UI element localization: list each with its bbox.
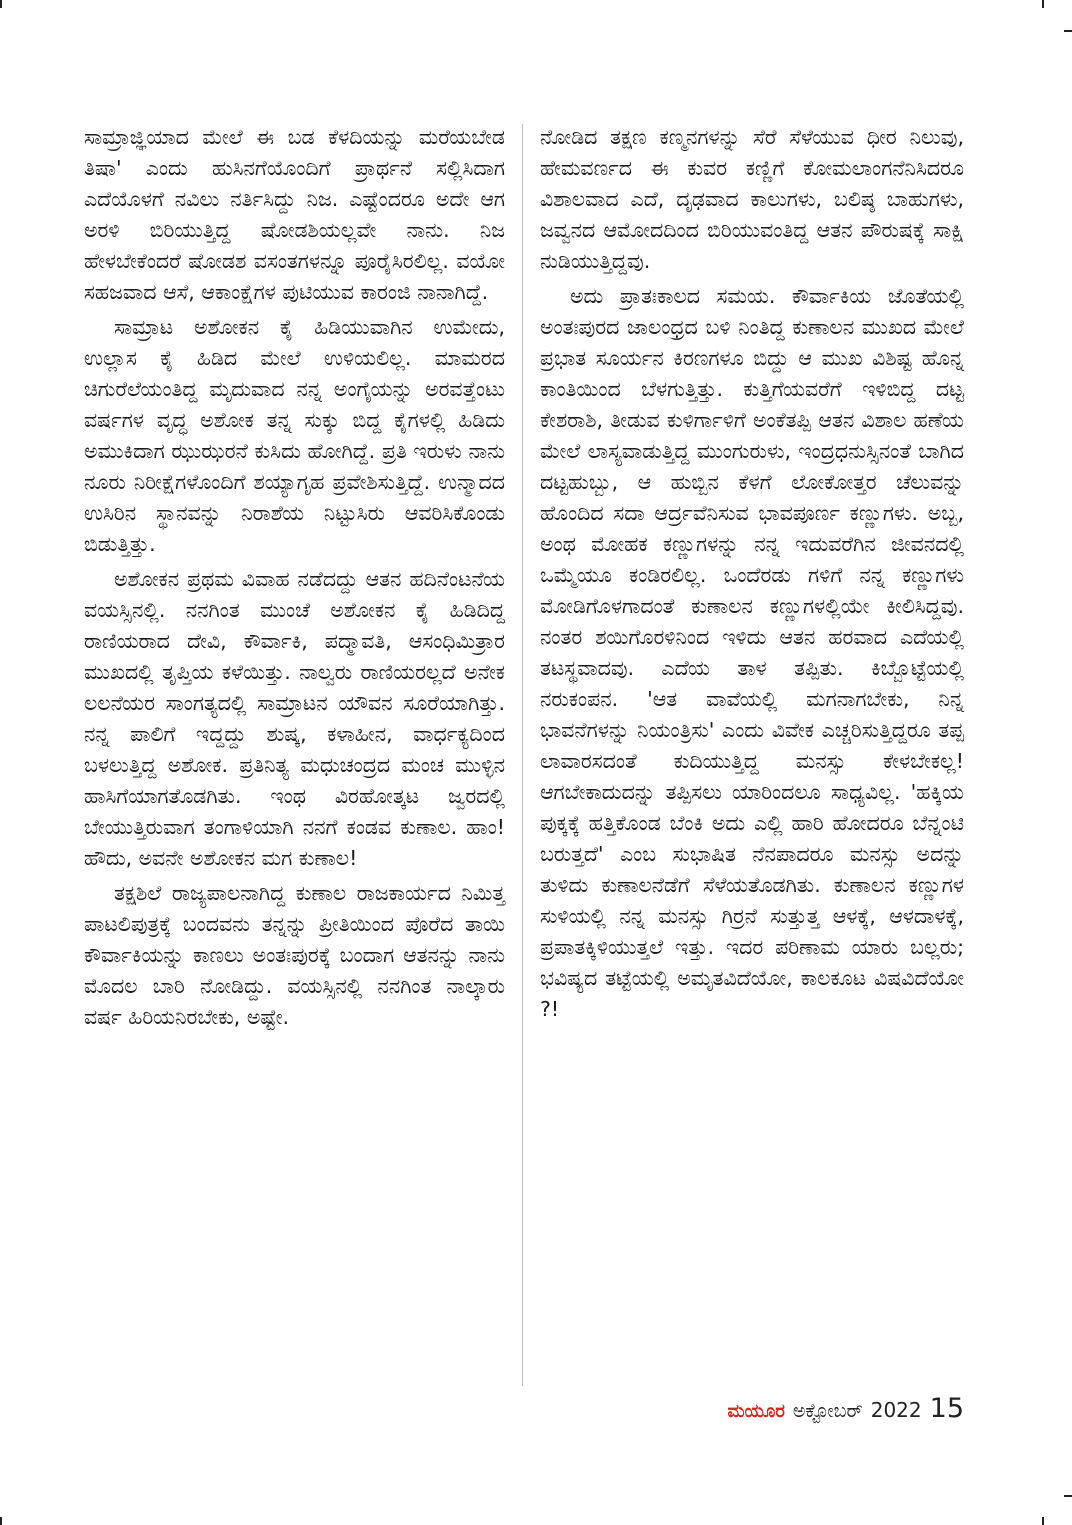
paragraph: ಸಾಮ್ರಾಟ ಅಶೋಕನ ಕೈ ಹಿಡಿಯುವಾಗಿನ ಉಮೇದು, ಉಲ್ಲಾಸ ಕೈ ಹಿಡಿದ ಮೇಲೆ ಉಳಿಯಲಿಲ್ಲ. ಮಾಮರದ ಚಿಗುರೆಲೆಯಂತಿದ್ದ ಮೃದುವಾದ ನನ್ನ ಅಂಗೈಯನ್ನು ಅರವತ್ತೆಂಟು ವರ್ಷಗಳ ವೃದ್ಧ ಅಶೋಕ ತನ್ನ ಸುಕ್ಕು ಬಿದ್ದ ಕೈಗಳಲ್ಲಿ ಹಿಡಿದು ಅಮುಕಿದಾಗ ಝುಝರನೆ ಕುಸಿದು ಹೋಗಿದ್ದೆ. ಪ್ರತಿ ಇರುಳು ನಾನು ನೂರು ನಿರೀಕ್ಷೆಗಳೊಂದಿಗೆ ಶಯ್ಯಾಗೃಹ ಪ್ರವೇಶಿಸುತ್ತಿದ್ದೆ. ಉನ್ಮಾದದ ಉಸಿರಿನ ಸ್ಥಾನವನ್ನು ನಿರಾಶೆಯ ನಿಟ್ಟುಸಿರು ಆವರಿಸಿಕೊಂಡು ಬಿಡುತ್ತಿತ್ತು.	[84, 315, 505, 556]
issue-month: ಅಕ್ಟೋಬರ್	[792, 1400, 863, 1422]
paragraph: ತಕ್ಷಶಿಲೆ ರಾಜ್ಯಪಾಲನಾಗಿದ್ದ ಕುಣಾಲ ರಾಜಕಾರ್ಯದ ನಿಮಿತ್ತ ಪಾಟಲಿಪುತ್ರಕ್ಕೆ ಬಂದವನು ತನ್ನನ್ನು ಪ್ರೀತಿಯಿಂದ ಪೊರೆದ ತಾಯಿ ಕೌರ್ವಾಕಿಯನ್ನು ಕಾಣಲು ಅಂತಃಪುರಕ್ಕೆ ಬಂದಾಗ ಆತನನ್ನು ನಾನು ಮೊದಲ ಬಾರಿ ನೋಡಿದ್ದು. ವಯಸ್ಸಿನಲ್ಲಿ ನನಗಿಂತ ನಾಲ್ಕಾರು ವರ್ಷ ಹಿರಿಯನಿರಬೇಕು, ಅಷ್ಟೇ.	[84, 881, 505, 1029]
paragraph: ಅದು ಪ್ರಾತಃಕಾಲದ ಸಮಯ. ಕೌರ್ವಾಕಿಯ ಜೊತೆಯಲ್ಲಿ ಅಂತಃಪುರದ ಜಾಲಂಧ್ರದ ಬಳಿ ನಿಂತಿದ್ದ ಕುಣಾಲನ ಮುಖದ ಮೇಲೆ ಪ್ರಭಾತ ಸೂರ್ಯನ ಕಿರಣಗಳೂ ಬಿದ್ದು ಆ ಮುಖ ವಿಶಿಷ್ಟ ಹೊನ್ನ ಕಾಂತಿಯಿಂದ ಬೆಳಗುತ್ತಿತ್ತು. ಕುತ್ತಿಗೆಯವರೆಗೆ ಇಳಿಬಿದ್ದ ದಟ್ಟ ಕೇಶರಾಶಿ, ತೀಡುವ ಕುಳಿರ್ಗಾಳಿಗೆ ಅಂಕೆತಪ್ಪಿ ಆತನ ವಿಶಾಲ ಹಣೆಯ ಮೇಲೆ ಲಾಸ್ಯವಾಡುತ್ತಿದ್ದ ಮುಂಗುರುಳು, ಇಂದ್ರಧನುಸ್ಸಿನಂತೆ ಬಾಗಿದ ದಟ್ಟಹುಬ್ಬು, ಆ ಹುಬ್ಬಿನ ಕೆಳಗೆ ಲೋಕೋತ್ತರ ಚೆಲುವನ್ನು ಹೊಂದಿದ ಸದಾ ಆರ್ದ್ರವೆನಿಸುವ ಭಾವಪೂರ್ಣ ಕಣ್ಣುಗಳು. ಅಬ್ಬ, ಅಂಥ ಮೋಹಕ ಕಣ್ಣುಗಳನ್ನು ನನ್ನ ಇದುವರೆಗಿನ ಜೀವನದಲ್ಲಿ ಒಮ್ಮೆಯೂ ಕಂಡಿರಲಿಲ್ಲ. ಒಂದೆರಡು ಗಳಿಗೆ ನನ್ನ ಕಣ್ಣುಗಳು ಮೋಡಿಗೊಳಗಾದಂತೆ ಕುಣಾಲನ ಕಣ್ಣುಗಳಲ್ಲಿಯೇ ಕೀಲಿಸಿದ್ದವು. ನಂತರ ಶಯಿಗೊರಳಿನಿಂದ ಇಳಿದು ಆತನ ಹರವಾದ ಎದೆಯಲ್ಲಿ ತಟಸ್ಥವಾದವು. ಎದೆಯ ತಾಳ ತಪ್ಪಿತು. ಕಿಬ್ಬೊಟ್ಟೆಯಲ್ಲಿ ನರುಕಂಪನ. 'ಆತ ವಾವೆಯಲ್ಲಿ ಮಗನಾಗಬೇಕು, ನಿನ್ನ ಭಾವನೆಗಳನ್ನು ನಿಯಂತ್ರಿಸು' ಎಂದು ವಿವೇಕ ಎಚ್ಚರಿಸುತ್ತಿದ್ದರೂ ತಪ್ಪ ಲಾವಾರಸದಂತೆ ಕುದಿಯುತ್ತಿದ್ದ ಮನಸ್ಸು ಕೇಳಬೇಕಲ್ಲ! ಆಗಬೇಕಾದುದನ್ನು ತಪ್ಪಿಸಲು ಯಾರಿಂದಲೂ ಸಾಧ್ಯವಿಲ್ಲ. 'ಹಕ್ಕಿಯ ಪುಕ್ಕಕ್ಕೆ ಹತ್ತಿಕೊಂಡ ಬೆಂಕಿ ಅದು ಎಲ್ಲಿ ಹಾರಿ ಹೋದರೂ ಬೆನ್ನಂಟಿ ಬರುತ್ತದೆ' ಎಂಬ ಸುಭಾಷಿತ ನೆನಪಾದರೂ ಮನಸ್ಸು ಅದನ್ನು ತುಳಿದು ಕುಣಾಲನೆಡೆಗೆ ಸೆಳೆಯತೊಡಗಿತು. ಕುಣಾಲನ ಕಣ್ಣುಗಳ ಸುಳಿಯಲ್ಲಿ ನನ್ನ ಮನಸ್ಸು ಗಿರ್ರನೆ ಸುತ್ತುತ್ತ ಆಳಕ್ಕೆ, ಆಳದಾಳಕ್ಕೆ, ಪ್ರಪಾತಕ್ಕಿಳಿಯುತ್ತಲೆ ಇತ್ತು. ಇದರ ಪರಿಣಾಮ ಯಾರು ಬಲ್ಲರು; ಭವಿಷ್ಯದ ತಟ್ಟೆಯಲ್ಲಿ ಅಮೃತವಿದೆಯೋ, ಕಾಲಕೂಟ ವಿಷವಿದೆಯೋ ?!	[540, 284, 964, 1021]
issue-year: 2022	[870, 1398, 922, 1422]
paragraph: ಅಶೋಕನ ಪ್ರಥಮ ವಿವಾಹ ನಡೆದದ್ದು ಆತನ ಹದಿನೆಂಟನೆಯ ವಯಸ್ಸಿನಲ್ಲಿ. ನನಗಿಂತ ಮುಂಚೆ ಅಶೋಕನ ಕೈ ಹಿಡಿದಿದ್ದ ರಾಣಿಯರಾದ ದೇವಿ, ಕೌರ್ವಾಕಿ, ಪದ್ಮಾವತಿ, ಆಸಂಧಿಮಿತ್ರಾರ ಮುಖದಲ್ಲಿ ತೃಪ್ತಿಯ ಕಳೆಯಿತ್ತು. ನಾಲ್ವರು ರಾಣಿಯರಲ್ಲದೆ ಅನೇಕ ಲಲನೆಯರ ಸಾಂಗತ್ಯದಲ್ಲಿ ಸಾಮ್ರಾಟನ ಯೌವನ ಸೂರೆಯಾಗಿತ್ತು. ನನ್ನ ಪಾಲಿಗೆ ಇದ್ದದ್ದು ಶುಷ್ಕ, ಕಳಾಹೀನ, ವಾರ್ಧಕ್ಯದಿಂದ ಬಳಲುತ್ತಿದ್ದ ಅಶೋಕ. ಪ್ರತಿನಿತ್ಯ ಮಧುಚಂದ್ರದ ಮಂಚ ಮುಳ್ಳಿನ ಹಾಸಿಗೆಯಾಗತೊಡಗಿತು. ಇಂಥ ವಿರಹೋತ್ಕಟ ಜ್ವರದಲ್ಲಿ ಬೇಯುತ್ತಿರುವಾಗ ತಂಗಾಳಿಯಾಗಿ ನನಗೆ ಕಂಡವ ಕುಣಾಲ. ಹಾಂ! ಹೌದು, ಅವನೇ ಅಶೋಕನ ಮಗ ಕುಣಾಲ!	[84, 567, 505, 870]
crop-mark-right-lower	[1064, 1495, 1072, 1497]
crop-mark-bottom-right	[1042, 1517, 1044, 1525]
page-number: 15	[929, 1393, 964, 1424]
page-footer	[727, 1393, 964, 1424]
left-column	[84, 122, 505, 1033]
crop-mark-right-upper	[1064, 30, 1072, 32]
right-column	[540, 122, 964, 1025]
magazine-name: ಮಯೂರ	[727, 1401, 785, 1422]
crop-mark-top-right	[1042, 0, 1044, 8]
column-divider	[522, 124, 523, 1386]
crop-mark-bottom-left	[0, 1517, 2, 1525]
crop-mark-top-left	[0, 0, 2, 8]
paragraph: ನೋಡಿದ ತಕ್ಷಣ ಕಣ್ಮನಗಳನ್ನು ಸೆರೆ ಸೆಳೆಯುವ ಧೀರ ನಿಲುವು, ಹೇಮವರ್ಣದ ಈ ಕುವರ ಕಣ್ಣಿಗೆ ಕೋಮಲಾಂಗನೆನಿಸಿದರೂ ವಿಶಾಲವಾದ ಎದೆ, ದೃಢವಾದ ಕಾಲುಗಳು, ಬಲಿಷ್ಠ ಬಾಹುಗಳು, ಜವ್ವನದ ಆಮೋದದಿಂದ ಬಿರಿಯುವಂತಿದ್ದ ಆತನ ಪೌರುಷಕ್ಕೆ ಸಾಕ್ಷಿ ನುಡಿಯುತ್ತಿದ್ದವು.	[540, 125, 964, 273]
paragraph: ಸಾಮ್ರಾಜ್ಞಿಯಾದ ಮೇಲೆ ಈ ಬಡ ಕೆಳದಿಯನ್ನು ಮರೆಯಬೇಡ ತಿಷಾ' ಎಂದು ಹುಸಿನಗೆಯೊಂದಿಗೆ ಪ್ರಾರ್ಥನೆ ಸಲ್ಲಿಸಿದಾಗ ಎದೆಯೊಳಗೆ ನವಿಲು ನರ್ತಿಸಿದ್ದು ನಿಜ. ಎಷ್ಟೆಂದರೂ ಅದೇ ಆಗ ಅರಳಿ ಬಿರಿಯುತ್ತಿದ್ದ ಷೋಡಶಿಯಲ್ಲವೇ ನಾನು. ನಿಜ ಹೇಳಬೇಕೆಂದರೆ ಷೋಡಶ ವಸಂತಗಳನ್ನೂ ಪೂರೈಸಿರಲಿಲ್ಲ. ವಯೋ ಸಹಜವಾದ ಆಸೆ, ಆಕಾಂಕ್ಷೆಗಳ ಪುಟಿಯುವ ಕಾರಂಜಿ ನಾನಾಗಿದ್ದೆ.	[84, 125, 505, 304]
